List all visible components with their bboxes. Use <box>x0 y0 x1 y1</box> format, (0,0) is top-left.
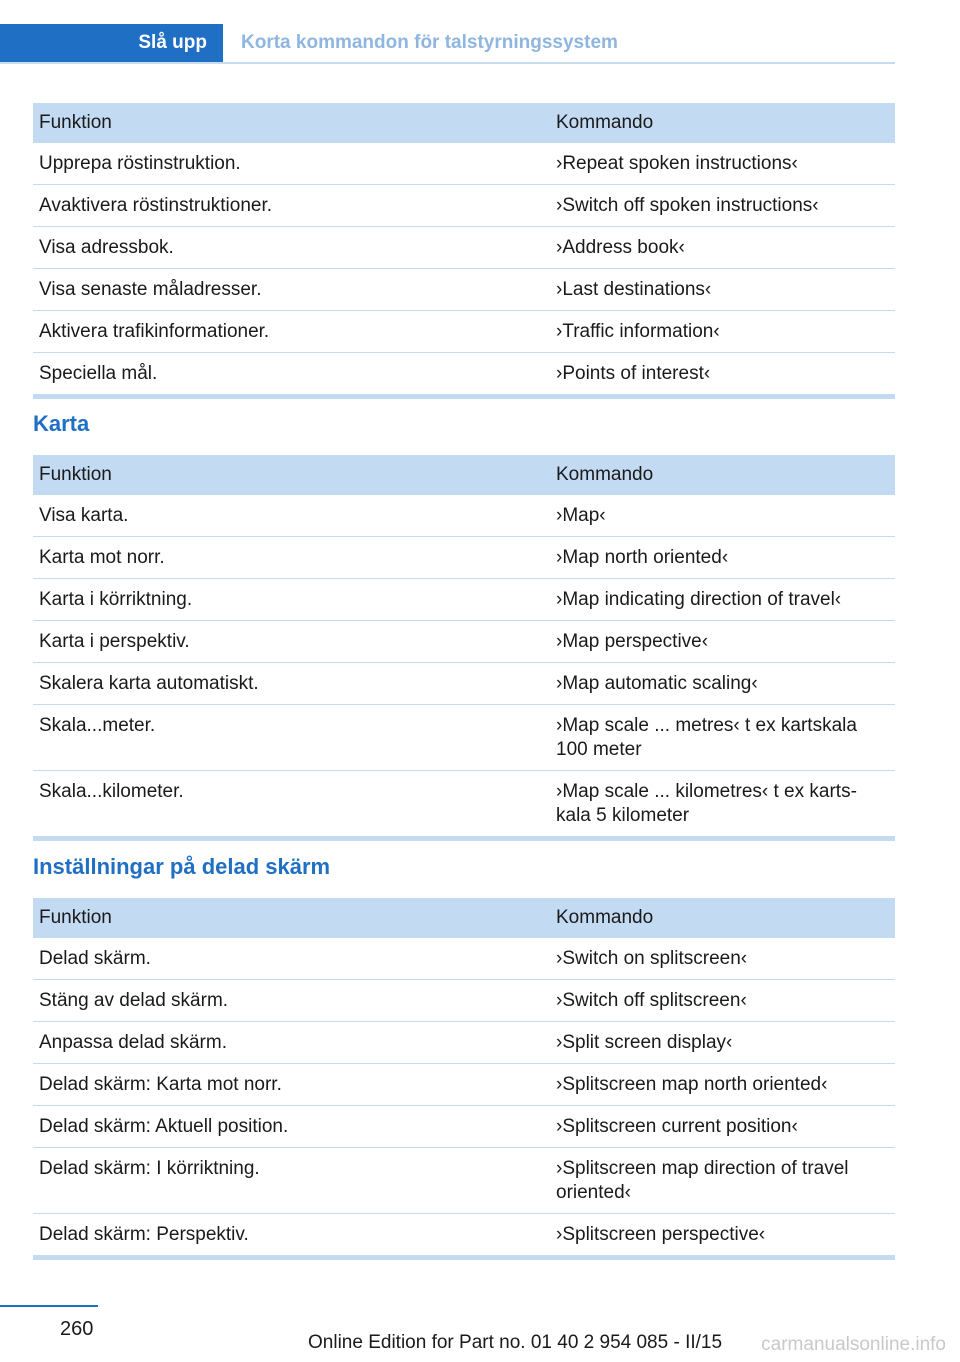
cell-command: ›Map perspective‹ <box>550 621 895 663</box>
cell-function: Karta i perspektiv. <box>33 621 550 663</box>
table-row <box>33 1022 895 1064</box>
table-header-row <box>33 103 895 143</box>
cell-function: Aktivera trafikinformationer. <box>33 311 550 353</box>
cell-function: Delad skärm: Karta mot norr. <box>33 1064 550 1106</box>
cell-command: ›Splitscreen map direction of travel oriented‹ <box>550 1148 895 1214</box>
cell-function: Skalera karta automatiskt. <box>33 663 550 705</box>
cell-command: ›Map scale ... kilometres‹ t ex karts‐kala 5 kilometer <box>550 771 895 839</box>
cell-command: ›Traffic information‹ <box>550 311 895 353</box>
table-row <box>33 938 895 980</box>
commands-table-karta <box>33 455 895 841</box>
cell-function: Upprepa röstinstruktion. <box>33 143 550 185</box>
cell-command: ›Splitscreen current position‹ <box>550 1106 895 1148</box>
cell-function: Delad skärm: I körriktning. <box>33 1148 550 1214</box>
cell-command: ›Points of interest‹ <box>550 353 895 397</box>
table-row <box>33 143 895 185</box>
cell-command: ›Address book‹ <box>550 227 895 269</box>
cell-function: Anpassa delad skärm. <box>33 1022 550 1064</box>
table-row <box>33 1106 895 1148</box>
page-header <box>0 24 895 64</box>
cell-command: ›Last destinations‹ <box>550 269 895 311</box>
table-row <box>33 705 895 771</box>
cell-command: ›Switch off splitscreen‹ <box>550 980 895 1022</box>
cell-function: Karta i körriktning. <box>33 579 550 621</box>
watermark: carmanualsonline.info <box>761 1334 946 1355</box>
table-row <box>33 311 895 353</box>
edition-text: Online Edition for Part no. 01 40 2 954 085 - II/15 <box>308 1332 723 1353</box>
table-row <box>33 353 895 397</box>
table-row <box>33 227 895 269</box>
commands-table-split-screen <box>33 898 895 1260</box>
cell-function: Skala...meter. <box>33 705 550 771</box>
header-tab[interactable]: Slå upp <box>0 24 223 62</box>
table-row <box>33 495 895 537</box>
cell-function: Delad skärm: Aktuell position. <box>33 1106 550 1148</box>
cell-command: ›Switch off spoken instructions‹ <box>550 185 895 227</box>
table-row <box>33 269 895 311</box>
cell-function: Avaktivera röstinstruktioner. <box>33 185 550 227</box>
commands-table-general <box>33 103 895 399</box>
table-row <box>33 663 895 705</box>
cell-function: Visa karta. <box>33 495 550 537</box>
column-header-kommando: Kommando <box>550 898 895 938</box>
cell-command: ›Map indicating direction of travel‹ <box>550 579 895 621</box>
cell-function: Delad skärm: Perspektiv. <box>33 1214 550 1258</box>
column-header-funktion: Funktion <box>33 455 550 495</box>
cell-function: Visa senaste måladresser. <box>33 269 550 311</box>
table-header-row <box>33 898 895 938</box>
cell-command: ›Splitscreen map north oriented‹ <box>550 1064 895 1106</box>
cell-command: ›Map scale ... metres‹ t ex kartskala 100 meter <box>550 705 895 771</box>
column-header-kommando: Kommando <box>550 455 895 495</box>
table-row <box>33 621 895 663</box>
section-title-split-screen: Inställningar på delad skärm <box>33 854 331 879</box>
cell-command: ›Map north oriented‹ <box>550 537 895 579</box>
cell-command: ›Switch on splitscreen‹ <box>550 938 895 980</box>
table-header-row <box>33 455 895 495</box>
cell-function: Skala...kilometer. <box>33 771 550 839</box>
column-header-funktion: Funktion <box>33 103 550 143</box>
cell-command: ›Split screen display‹ <box>550 1022 895 1064</box>
header-title[interactable]: Korta kommandon för talstyrningssystem <box>241 32 618 53</box>
column-header-funktion: Funktion <box>33 898 550 938</box>
table-row <box>33 1064 895 1106</box>
footer-rule <box>0 1305 98 1307</box>
cell-function: Speciella mål. <box>33 353 550 397</box>
page-number: 260 <box>60 1318 94 1340</box>
table-row <box>33 537 895 579</box>
table-row <box>33 1148 895 1214</box>
table-row <box>33 579 895 621</box>
cell-command: ›Map‹ <box>550 495 895 537</box>
cell-command: ›Splitscreen perspective‹ <box>550 1214 895 1258</box>
table-row <box>33 980 895 1022</box>
cell-function: Delad skärm. <box>33 938 550 980</box>
cell-function: Stäng av delad skärm. <box>33 980 550 1022</box>
cell-function: Karta mot norr. <box>33 537 550 579</box>
cell-command: ›Map automatic scaling‹ <box>550 663 895 705</box>
table-row <box>33 771 895 839</box>
cell-command: ›Repeat spoken instructions‹ <box>550 143 895 185</box>
section-title-karta: Karta <box>33 411 90 436</box>
table-row <box>33 185 895 227</box>
cell-function: Visa adressbok. <box>33 227 550 269</box>
column-header-kommando: Kommando <box>550 103 895 143</box>
table-row <box>33 1214 895 1258</box>
